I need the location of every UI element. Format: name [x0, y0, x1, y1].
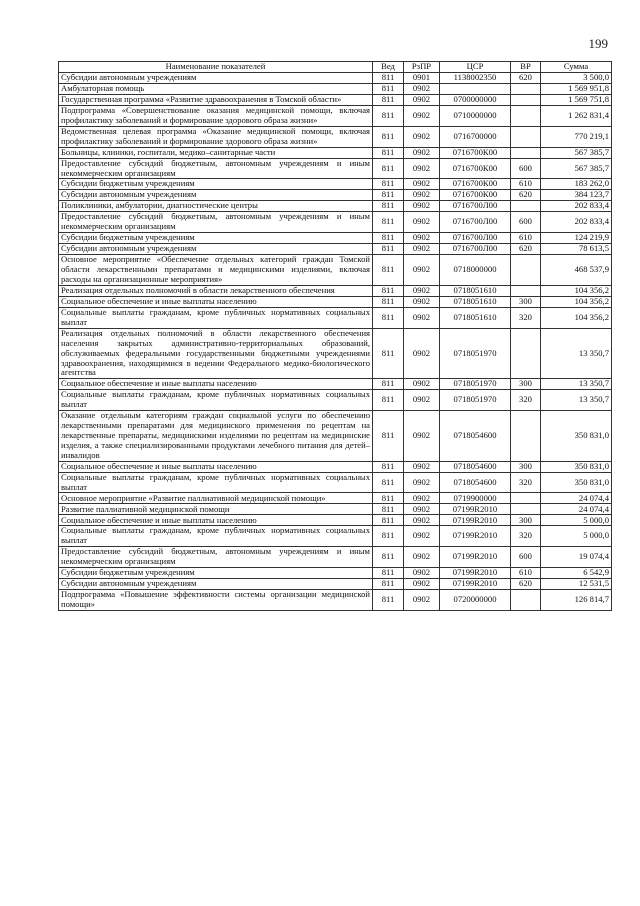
- budget-table: [58, 61, 612, 611]
- row-name: Предоставление субсидий бюджетным, автономным учреждениям и иным некоммерческим организациям: [59, 547, 373, 568]
- row-amount: 202 833,4: [541, 201, 612, 212]
- row-rzpr: 0902: [404, 106, 440, 127]
- row-rzpr: 0902: [404, 526, 440, 547]
- row-amount: 126 814,7: [541, 590, 612, 611]
- row-name: Социальное обеспечение и иные выплаты населению: [59, 379, 373, 390]
- row-vr: 610: [511, 233, 541, 244]
- row-rzpr: 0902: [404, 515, 440, 526]
- row-rzpr: 0902: [404, 84, 440, 95]
- row-vr: 320: [511, 390, 541, 411]
- row-vr: 600: [511, 212, 541, 233]
- row-amount: 24 074,4: [541, 504, 612, 515]
- row-amount: 1 262 831,4: [541, 106, 612, 127]
- row-csr: 0716700К00: [440, 179, 511, 190]
- row-name: Социальное обеспечение и иные выплаты населению: [59, 515, 373, 526]
- row-amount: 13 350,7: [541, 328, 612, 379]
- row-rzpr: 0902: [404, 233, 440, 244]
- header-csr: ЦСР: [440, 62, 511, 73]
- table-row: [59, 328, 612, 379]
- row-vr: [511, 285, 541, 296]
- row-csr: 0716700Л00: [440, 212, 511, 233]
- table-row: [59, 73, 612, 84]
- row-csr: 0718054600: [440, 472, 511, 493]
- row-ved: 811: [373, 328, 404, 379]
- row-csr: 07199R2010: [440, 568, 511, 579]
- table-row: [59, 379, 612, 390]
- row-name: Субсидии автономным учреждениям: [59, 190, 373, 201]
- table-row: [59, 504, 612, 515]
- row-amount: 78 613,5: [541, 244, 612, 255]
- row-name: Больницы, клиники, госпитали, медико–санитарные части: [59, 147, 373, 158]
- row-name: Предоставление субсидий бюджетным, автономным учреждениям и иным некоммерческим организациям: [59, 212, 373, 233]
- row-rzpr: 0902: [404, 547, 440, 568]
- row-amount: 124 219,9: [541, 233, 612, 244]
- row-rzpr: 0902: [404, 390, 440, 411]
- row-rzpr: 0902: [404, 212, 440, 233]
- row-rzpr: 0902: [404, 307, 440, 328]
- row-rzpr: 0901: [404, 73, 440, 84]
- row-vr: 300: [511, 515, 541, 526]
- row-csr: 0700000000: [440, 95, 511, 106]
- table-row: [59, 158, 612, 179]
- row-rzpr: 0902: [404, 328, 440, 379]
- row-ved: 811: [373, 147, 404, 158]
- row-vr: [511, 147, 541, 158]
- row-ved: 811: [373, 285, 404, 296]
- row-ved: 811: [373, 233, 404, 244]
- row-amount: 567 385,7: [541, 158, 612, 179]
- row-amount: 1 569 751,8: [541, 95, 612, 106]
- row-vr: [511, 106, 541, 127]
- table-row: [59, 179, 612, 190]
- row-csr: 07199R2010: [440, 504, 511, 515]
- table-row: [59, 106, 612, 127]
- row-ved: 811: [373, 126, 404, 147]
- row-name: Основное мероприятие «Обеспечение отдельных категорий граждан Томской области лекарственными препаратами и медицинскими изделиями, включая расходы на организационные мероприятия»: [59, 255, 373, 286]
- row-ved: 811: [373, 411, 404, 462]
- table-row: [59, 526, 612, 547]
- row-ved: 811: [373, 461, 404, 472]
- row-amount: 104 356,2: [541, 285, 612, 296]
- row-csr: 07199R2010: [440, 579, 511, 590]
- header-ved: Вед: [373, 62, 404, 73]
- row-ved: 811: [373, 179, 404, 190]
- table-row: [59, 244, 612, 255]
- row-name: Подпрограмма «Повышение эффективности системы организации медицинской помощи»: [59, 590, 373, 611]
- row-vr: 600: [511, 158, 541, 179]
- row-vr: 320: [511, 307, 541, 328]
- table-row: [59, 95, 612, 106]
- row-name: Реализация отдельных полномочий в области лекарственного обеспечения населения закрытых административно-территориальных образований, обслуживаемых федеральными государственными бюджетными учреждениями здравоохранения, находящимися в ведении Федерального медико-биологического агентства: [59, 328, 373, 379]
- row-amount: 12 531,5: [541, 579, 612, 590]
- page-number: 199: [588, 36, 608, 51]
- table-row: [59, 590, 612, 611]
- row-csr: 07199R2010: [440, 526, 511, 547]
- row-amount: 770 219,1: [541, 126, 612, 147]
- row-name: Социальные выплаты гражданам, кроме публичных нормативных социальных выплат: [59, 526, 373, 547]
- table-row: [59, 212, 612, 233]
- row-vr: 320: [511, 526, 541, 547]
- row-ved: 811: [373, 504, 404, 515]
- row-vr: 600: [511, 547, 541, 568]
- row-rzpr: 0902: [404, 285, 440, 296]
- row-name: Основное мероприятие «Развитие паллиативной медицинской помощи»: [59, 493, 373, 504]
- header-amount: Сумма: [541, 62, 612, 73]
- row-csr: 0716700Л00: [440, 244, 511, 255]
- row-name: Социальные выплаты гражданам, кроме публичных нормативных социальных выплат: [59, 472, 373, 493]
- table-row: [59, 126, 612, 147]
- row-amount: 24 074,4: [541, 493, 612, 504]
- table-row: [59, 255, 612, 286]
- row-name: Развитие паллиативной медицинской помощи: [59, 504, 373, 515]
- row-ved: 811: [373, 493, 404, 504]
- row-csr: [440, 84, 511, 95]
- row-ved: 811: [373, 296, 404, 307]
- table-row: [59, 296, 612, 307]
- table-row: [59, 285, 612, 296]
- row-rzpr: 0902: [404, 472, 440, 493]
- row-rzpr: 0902: [404, 411, 440, 462]
- row-name: Подпрограмма «Совершенствование оказания медицинской помощи, включая профилактику заболеваний и формирование здорового образа жизни»: [59, 106, 373, 127]
- row-amount: 350 831,0: [541, 472, 612, 493]
- row-ved: 811: [373, 579, 404, 590]
- table-row: [59, 515, 612, 526]
- row-vr: [511, 493, 541, 504]
- row-amount: 183 262,0: [541, 179, 612, 190]
- row-csr: 0716700К00: [440, 158, 511, 179]
- row-vr: [511, 328, 541, 379]
- row-rzpr: 0902: [404, 493, 440, 504]
- row-name: Социальные выплаты гражданам, кроме публичных нормативных социальных выплат: [59, 307, 373, 328]
- row-rzpr: 0902: [404, 461, 440, 472]
- row-name: Амбулаторная помощь: [59, 84, 373, 95]
- row-rzpr: 0902: [404, 201, 440, 212]
- row-amount: 6 542,9: [541, 568, 612, 579]
- row-vr: 300: [511, 296, 541, 307]
- row-csr: 0719900000: [440, 493, 511, 504]
- row-csr: 0718000000: [440, 255, 511, 286]
- row-rzpr: 0902: [404, 95, 440, 106]
- row-ved: 811: [373, 95, 404, 106]
- row-rzpr: 0902: [404, 190, 440, 201]
- row-csr: 0716700К00: [440, 190, 511, 201]
- row-ved: 811: [373, 515, 404, 526]
- row-amount: 3 500,0: [541, 73, 612, 84]
- table-row: [59, 579, 612, 590]
- row-vr: [511, 590, 541, 611]
- row-rzpr: 0902: [404, 504, 440, 515]
- row-ved: 811: [373, 84, 404, 95]
- row-ved: 811: [373, 190, 404, 201]
- row-ved: 811: [373, 472, 404, 493]
- row-csr: 0718051610: [440, 307, 511, 328]
- row-name: Субсидии автономным учреждениям: [59, 244, 373, 255]
- row-csr: 0716700Л00: [440, 233, 511, 244]
- row-rzpr: 0902: [404, 255, 440, 286]
- row-ved: 811: [373, 201, 404, 212]
- row-name: Социальное обеспечение и иные выплаты населению: [59, 296, 373, 307]
- row-vr: 610: [511, 179, 541, 190]
- row-amount: 567 385,7: [541, 147, 612, 158]
- row-ved: 811: [373, 255, 404, 286]
- row-csr: 0718054600: [440, 461, 511, 472]
- row-name: Государственная программа «Развитие здравоохранения в Томской области»: [59, 95, 373, 106]
- row-name: Субсидии автономным учреждениям: [59, 579, 373, 590]
- table-row: [59, 233, 612, 244]
- row-name: Социальное обеспечение и иные выплаты населению: [59, 461, 373, 472]
- row-ved: 811: [373, 212, 404, 233]
- row-vr: [511, 504, 541, 515]
- row-ved: 811: [373, 526, 404, 547]
- table-row: [59, 147, 612, 158]
- table-row: [59, 390, 612, 411]
- row-amount: 1 569 951,8: [541, 84, 612, 95]
- row-vr: 300: [511, 461, 541, 472]
- row-ved: 811: [373, 390, 404, 411]
- row-ved: 811: [373, 379, 404, 390]
- row-vr: 610: [511, 568, 541, 579]
- row-rzpr: 0902: [404, 379, 440, 390]
- row-csr: 0718051970: [440, 390, 511, 411]
- row-ved: 811: [373, 590, 404, 611]
- row-vr: 620: [511, 73, 541, 84]
- row-ved: 811: [373, 307, 404, 328]
- row-name: Социальные выплаты гражданам, кроме публичных нормативных социальных выплат: [59, 390, 373, 411]
- row-rzpr: 0902: [404, 147, 440, 158]
- table-row: [59, 411, 612, 462]
- row-rzpr: 0902: [404, 244, 440, 255]
- header-rzpr: РзПР: [404, 62, 440, 73]
- header-name: Наименование показателей: [59, 62, 373, 73]
- table-row: [59, 84, 612, 95]
- table-header-row: [59, 62, 612, 73]
- row-csr: 07199R2010: [440, 547, 511, 568]
- row-name: Субсидии автономным учреждениям: [59, 73, 373, 84]
- row-csr: 0718054600: [440, 411, 511, 462]
- row-amount: 350 831,0: [541, 411, 612, 462]
- table-row: [59, 190, 612, 201]
- row-csr: 0718051970: [440, 328, 511, 379]
- row-ved: 811: [373, 106, 404, 127]
- row-csr: 0716700Л00: [440, 201, 511, 212]
- row-amount: 13 350,7: [541, 390, 612, 411]
- row-csr: 0710000000: [440, 106, 511, 127]
- row-csr: 0720000000: [440, 590, 511, 611]
- row-rzpr: 0902: [404, 126, 440, 147]
- row-csr: 0718051610: [440, 285, 511, 296]
- row-amount: 202 833,4: [541, 212, 612, 233]
- table-row: [59, 493, 612, 504]
- row-vr: [511, 255, 541, 286]
- row-vr: 320: [511, 472, 541, 493]
- row-amount: 19 074,4: [541, 547, 612, 568]
- row-csr: 0718051610: [440, 296, 511, 307]
- row-vr: [511, 411, 541, 462]
- row-rzpr: 0902: [404, 590, 440, 611]
- row-ved: 811: [373, 244, 404, 255]
- row-amount: 13 350,7: [541, 379, 612, 390]
- row-rzpr: 0902: [404, 158, 440, 179]
- row-name: Субсидии бюджетным учреждениям: [59, 568, 373, 579]
- row-csr: 07199R2010: [440, 515, 511, 526]
- row-name: Реализация отдельных полномочий в области лекарственного обеспечения: [59, 285, 373, 296]
- row-vr: [511, 84, 541, 95]
- row-name: Субсидии бюджетным учреждениям: [59, 179, 373, 190]
- row-vr: [511, 95, 541, 106]
- table-row: [59, 307, 612, 328]
- row-csr: 0718051970: [440, 379, 511, 390]
- row-amount: 104 356,2: [541, 296, 612, 307]
- row-csr: 0716700000: [440, 126, 511, 147]
- row-ved: 811: [373, 547, 404, 568]
- row-csr: 1138002350: [440, 73, 511, 84]
- row-vr: [511, 126, 541, 147]
- table-row: [59, 201, 612, 212]
- row-ved: 811: [373, 73, 404, 84]
- row-amount: 350 831,0: [541, 461, 612, 472]
- row-name: Поликлиники, амбулатории, диагностические центры: [59, 201, 373, 212]
- row-amount: 5 000,0: [541, 526, 612, 547]
- row-ved: 811: [373, 568, 404, 579]
- row-name: Ведомственная целевая программа «Оказание медицинской помощи, включая профилактику заболеваний и формирование здорового образа жизни»: [59, 126, 373, 147]
- row-name: Предоставление субсидий бюджетным, автономным учреждениям и иным некоммерческим организациям: [59, 158, 373, 179]
- row-rzpr: 0902: [404, 179, 440, 190]
- row-vr: 300: [511, 379, 541, 390]
- header-vr: ВР: [511, 62, 541, 73]
- row-name: Субсидии бюджетным учреждениям: [59, 233, 373, 244]
- row-vr: [511, 201, 541, 212]
- row-amount: 5 000,0: [541, 515, 612, 526]
- row-amount: 384 123,7: [541, 190, 612, 201]
- table-row: [59, 461, 612, 472]
- table-row: [59, 568, 612, 579]
- row-vr: 620: [511, 190, 541, 201]
- row-rzpr: 0902: [404, 296, 440, 307]
- row-rzpr: 0902: [404, 579, 440, 590]
- table-row: [59, 472, 612, 493]
- row-amount: 104 356,2: [541, 307, 612, 328]
- row-name: Оказание отдельным категориям граждан социальной услуги по обеспечению лекарственными препаратами для медицинского применения по рецептам на лекарственные препараты, медицинскими изделиями по рецептам на медицинские изделия, а также специализированными продуктами лечебного питания для детей–инвалидов: [59, 411, 373, 462]
- row-amount: 468 537,9: [541, 255, 612, 286]
- row-rzpr: 0902: [404, 568, 440, 579]
- row-ved: 811: [373, 158, 404, 179]
- table-row: [59, 547, 612, 568]
- row-vr: 620: [511, 244, 541, 255]
- row-vr: 620: [511, 579, 541, 590]
- row-csr: 0716700К00: [440, 147, 511, 158]
